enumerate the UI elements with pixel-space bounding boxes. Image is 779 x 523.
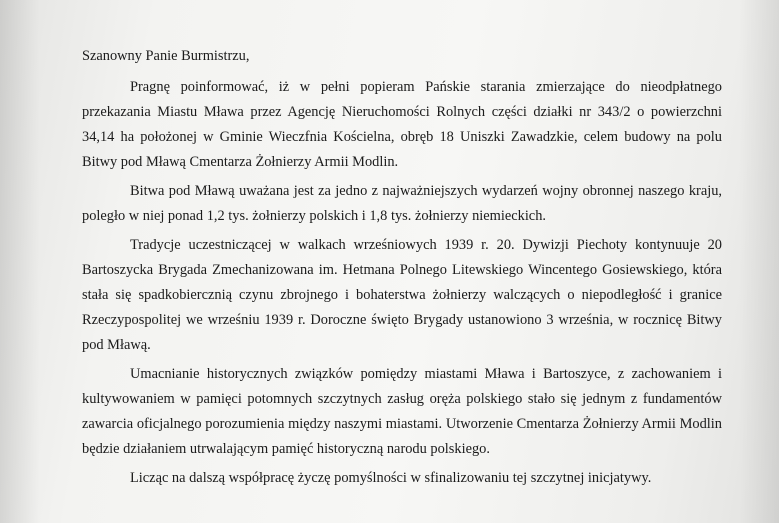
paragraph-tradition: Tradycje uczestniczącej w walkach wrześniowych 1939 r. 20. Dywizji Piechoty kontynuuje 20 Bartoszycka Brygada Zmechanizowana im. Hetmana Polnego Litewskiego Wincentego Gosiewskiego, która stała się spadkobiercznią czynu zbrojnego i bohaterstwa żołnierzy walczących o niepodległość i granice Rzeczypospolitej we wrześniu 1939 r. Doroczne święto Brygady ustanowiono 3 września, w rocznicę Bitwy pod Mławą.: [82, 237, 722, 353]
paragraph-cities: Umacnianie historycznych związków pomiędzy miastami Mława i Bartoszyce, z zachowaniem i kultywowaniem w pamięci potomnych szczytnych zasług oręża polskiego stało się jednym z fundamentów zawarcia oficjalnego porozumienia między naszymi miastami. Utworzenie Cmentarza Żołnierzy Armii Modlin będzie działaniem utrwalającym pamięć historyczną narodu polskiego.: [82, 366, 722, 457]
salutation: Szanowny Panie Burmistrzu,: [82, 48, 250, 64]
page-shadow-right: [739, 0, 779, 523]
page-shadow-left: [0, 0, 40, 523]
paragraph-support: Pragnę poinformować, iż w pełni popieram Pańskie starania zmierzające do nieodpłatnego przekazania Miastu Mława przez Agencję Nieruchomości Rolnych części działki nr 343/2 o powierzchni 34,14 ha położonej w Gminie Wieczfnia Kościelna, obręb 18 Uniszki Zawadzkie, celem budowy na polu Bitwy pod Mławą Cmentarza Żołnierzy Armii Modlin.: [82, 79, 722, 170]
paragraph-closing: Licząc na dalszą współpracę życzę pomyślności w sfinalizowaniu tej szczytnej inicjatywy.: [130, 470, 652, 486]
letter-body: [82, 44, 722, 491]
paragraph-battle: Bitwa pod Mławą uważana jest za jedno z najważniejszych wydarzeń wojny obronnej naszego kraju, poległo w niej ponad 1,2 tys. żołnierzy polskich i 1,8 tys. żołnierzy niemieckich.: [82, 183, 722, 224]
